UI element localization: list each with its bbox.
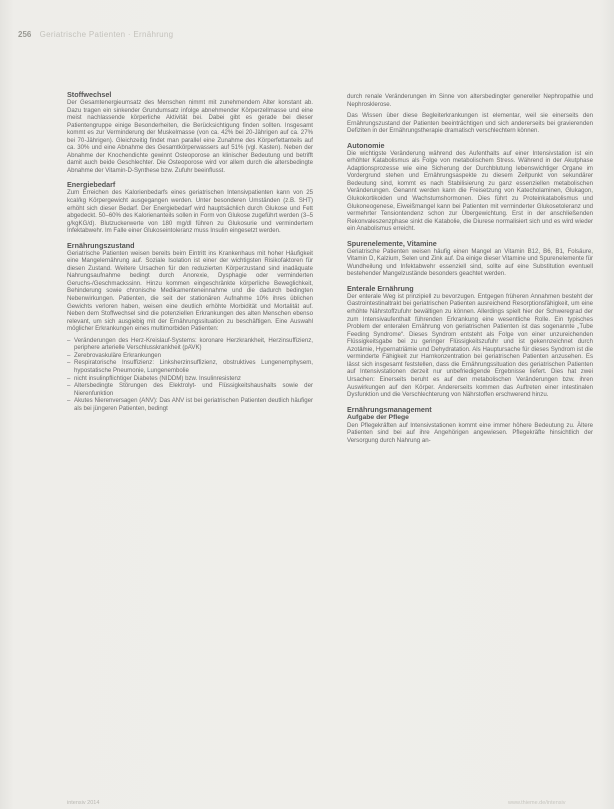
paragraph: Geriatrische Patienten weisen häufig einen Mangel an Vitamin B12, B6, B1, Folsäure, Vitamin D, Kalzium, Selen und Zink auf. Da einige dieser Vitamine und Spurenelemente für Wundheilung und Infektabwehr essenziell sind, sollte auf eine Substitution eventuell bestehender Mangelzustände besonders geachtet werden. (347, 247, 593, 278)
section-heading: Spurenelemente, Vitamine (347, 238, 437, 248)
section-heading: Stoffwechsel (67, 90, 112, 99)
section-heading: Ernährungszustand (67, 240, 135, 250)
list-item: – Veränderungen des Herz-Kreislauf-Systems: koronare Herzkrankheit, Herzinsuffizienz, periphere arterielle Verschlusskrankheit (pAVK) (67, 337, 313, 352)
paragraph: Die wichtigste Veränderung während des Aufenthalts auf einer Intensivstation ist ein erhöhter Katabolismus als Folge von metabolischem Stress. Während in der Akutphase Adaptionsprozesse wie eine Sicherung der Durchblutung lebenswichtiger Organe im Vordergrund stehen und Ernährungsaspekte zu diesem Zeitpunkt von sekundärer Bedeutung sind, kommt es nach Stabilisierung zu ganz essenziellen metabolischen Veränderungen. Genannt werden kann die Freisetzung von Katecholaminen, Glukagon, Glukokortikoiden und Wachstumshormonen. Dies führt zu Proteinkatabolismus und Glukoneogenese, Eiweißmangel kann bei Patienten mit verminderter Glukosetoleranz und vermehrter Tensiontendenz schon zur Übergewichtung. Erst in der anschließenden Rekonvaleszenzphase sinkt die Katabolie, die Diurese normalisiert sich und es wird wieder ein Anabolismus erreicht. (347, 149, 593, 233)
paragraph: Den Pflegekräften auf Intensivstationen kommt eine immer höhere Bedeutung zu. Ältere Patienten sind bei auf ihre Angehörigen angewiesen. Pflegekräfte hinsichtlich der Versorgung durch Nahrung an- (347, 421, 593, 444)
section-enterale-ernaehrung (347, 284, 593, 399)
section-heading: Enterale Ernährung (347, 283, 414, 293)
paragraph: durch renale Veränderungen im Sinne von altersbedingter genereller Nephropathie und Nephrosklerose. (347, 93, 593, 108)
section-ernaehrungsmanagement (347, 405, 593, 445)
section-spurenelemente (347, 239, 593, 278)
paragraph: Geriatrische Patienten weisen bereits beim Eintritt ins Krankenhaus mit hoher Häufigkeit eine Mangelernährung auf. Soziale Isolation ist einer der wichtigsten Risikofaktoren für diesen Zustand. Weitere Ursachen für den reduzierten Körperzustand sind inadäquate Nahrungsaufnahme bedingt durch Anorexie, Dysphagie oder verminderten Geruchs-/Geschmackssinn. Hinzu kommen eingeschränkte körperliche Beweglichkeit, Behinderung sowie chronische Medikamenteneinnahme und die dadurch bedingten Nebenwirkungen. Patienten, die seit der stationären Aufnahme 10% ihres üblichen Gewichts verloren haben, weisen eine deutlich erhöhte Morbidität und Mortalität auf. Neben dem Stoffwechsel sind die potenziellen Erkrankungen des alten Menschen ebenso relevant, um sich ausgiebig mit der Ernährungssituation zu beschäftigen. Eine Auswahl möglicher Erkrankungen eines multimorbiden Patienten: (67, 249, 313, 333)
running-title: Geriatrische Patienten · Ernährung (39, 30, 174, 39)
section-heading: Energiebedarf (67, 180, 116, 190)
left-column (67, 90, 313, 418)
list-item: – nicht insulinpflichtiger Diabetes (NIDDM) bzw. Insulinresistenz (67, 375, 313, 383)
right-column (347, 93, 593, 450)
section-energiebedarf (67, 180, 313, 234)
section-heading: Ernährungsmanagement (347, 404, 432, 414)
section-ernaehrungszustand (67, 241, 313, 412)
list-item: – Akutes Nierenversagen (ANV): Das ANV ist bei geriatrischen Patienten deutlich häufiger als bei jüngeren Patienten, bedingt (67, 397, 313, 412)
footer-url: www.thieme.de/intensiv (508, 800, 566, 806)
disease-list (67, 337, 313, 412)
paragraph: Der Gesamtenergieumsatz des Menschen nimmt mit zunehmendem Alter konstant ab. Dazu tragen ein sinkender Grundumsatz infolge abnehmender Körperzellmasse und eine meist nachlassende körperliche Aktivität bei. Dabei gibt es gerade bei dieser Patientengruppe einige Besonderheiten, die Berücksichtigung finden sollten. Insgesamt kommt es zur Verminderung der Muskelmasse (von ca. 42% bei 20-Jährigen auf ca. 27% bei 70-Jährigen). Gleichzeitig findet man parallel eine Zunahme des Körperfettanteils auf ca. 30% und eine Abnahme des Gesamtkörperwassers auf 51% (vgl. Kasten). Neben der Abnahme der Knochendichte gewinnt Osteoporose an klinischer Bedeutung und betrifft damit auch beide Geschlechter. Die Osteoporose wird vor allem durch die altersbedingte Abnahme der Vitamin-D-Synthese bzw. Zufuhr beeinflusst. (67, 99, 313, 174)
page-header (18, 30, 173, 39)
section-subheading: Aufgabe der Pflege (347, 413, 409, 421)
list-item: – Respiratorische Insuffizienz: Linksherzinsuffizienz, obstruktives Lungenemphysem, hypostatische Pneumonie, Lungenembolie (67, 359, 313, 374)
list-item: – Altersbedingte Störungen des Elektrolyt- und Flüssigkeitshaushalts sowie der Nierenfunktion (67, 382, 313, 397)
list-item: – Zerebrovaskuläre Erkrankungen (67, 352, 313, 360)
footer-journal: intensiv 2014 (67, 800, 100, 806)
paragraph: Das Wissen über diese Begleiterkrankungen ist elementar, weil sie einerseits den Ernährungszustand der Patienten beeinträchtigen und sich andererseits bei gravierenden Defiziten in der Ernährungstherapie dramatisch verschlechtern können. (347, 112, 593, 135)
section-autonomie (347, 141, 593, 233)
section-continuation (347, 93, 593, 135)
paragraph: Der enterale Weg ist prinzipiell zu bevorzugen. Entgegen früheren Annahmen besteht der Gastrointestinaltrakt bei geriatrischen Patienten ausreichend Resorptionsfähigkeit, um eine erhöhte Nährstoffzufuhr bewältigen zu können. Allerdings spielt hier der Schweregrad der zum Intensivaufenthalt führenden Erkrankung eine wesentliche Rolle. Ein typisches Problem der enteralen Ernährung von geriatrischen Patienten ist das sogenannte „Tube Feeding Syndrome“. Dieses Syndrom entsteht als Folge von einer unzureichenden Flüssigkeitsgabe bei zu geringer Flüssigkeitszufuhr und ist gekennzeichnet durch Azotämie, Hypernatriämie und Dehydratation. Als Hauptursache für dieses Syndrom ist die verminderte Fähigkeit zur Harnkonzentration bei geriatrischen Patienten anzusehen. Es lässt sich insgesamt feststellen, dass die Ernährungssituation des geriatrischen Patienten auf Intensivstationen derzeit nur unbefriedigende Ergebnisse liefert. Dies hat zwei Ursachen: Einerseits beruht es auf den metabolischen Veränderungen bzw. ihren Auswirkungen auf den Körper. Andererseits kommen das Auftreten einer intestinalen Dysfunktion und die Verschlechterung von Nährstoffen erschwerend hinzu. (347, 292, 593, 399)
page-number: 256 (18, 30, 32, 39)
section-stoffwechsel (67, 90, 313, 174)
section-heading: Autonomie (347, 140, 385, 150)
paragraph: Zum Erreichen des Kalorienbedarfs eines geriatrischen Intensivpatienten kann von 25 kcal/kg Körpergewicht ausgegangen werden. Unter besonderen Umständen (z.B. SHT) erhöht sich dieser Bedarf. Der Energiebedarf wird hauptsächlich durch Glukose und Fett abgedeckt. 50–60% des Kalorienanteils sollen in Form von Glukose zugeführt werden (3–5 g/kgKG/d). Blutzuckerwerte von 180 mg/dl führen zu Glukosurie und vermindertem Infektabwehr. Im Falle einer Glukoseintoleranz muss Insulin eingesetzt werden. (67, 189, 313, 235)
